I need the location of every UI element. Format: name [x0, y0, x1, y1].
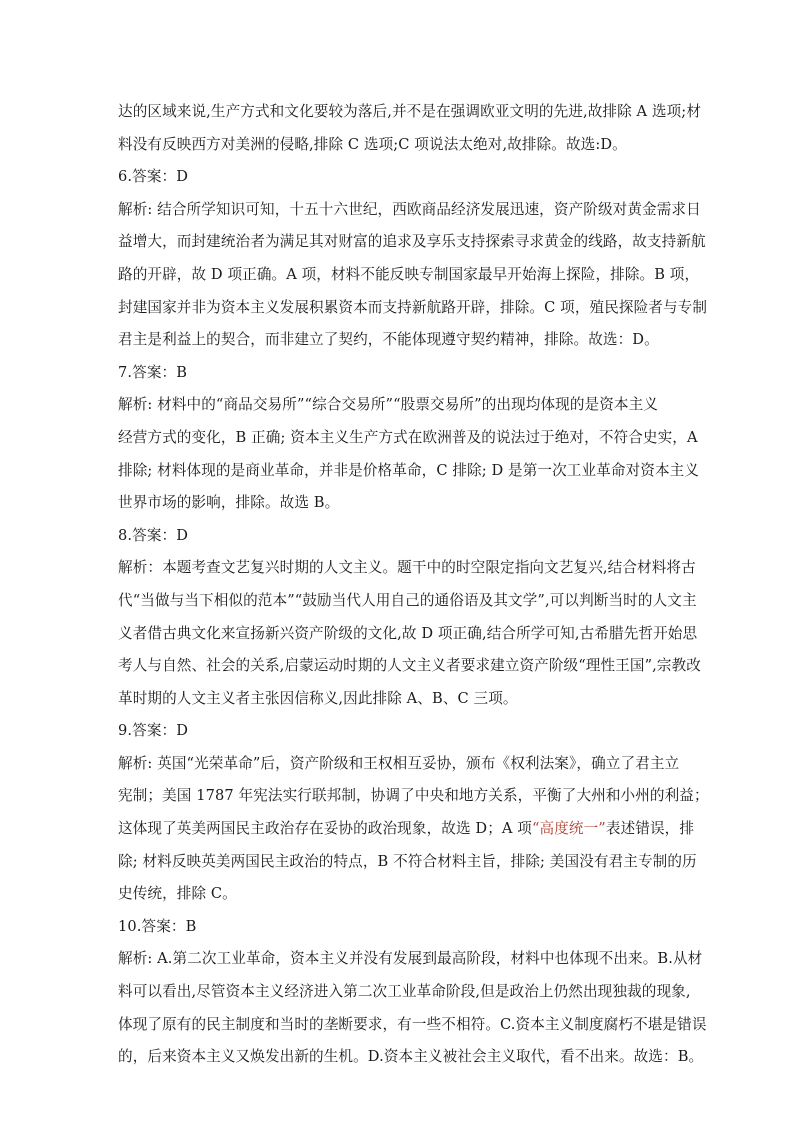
explanation-line: 世界市场的影响，排除。故选 B。	[118, 494, 340, 512]
explanation-line: 革时期的人文主义者主张因信称义,因此排除 A、B、C 三项。	[118, 689, 518, 707]
explanation-line: 体现了原有的民主制度和当时的垄断要求，有一些不相符。C.资本主义制度腐朽不堪是错误	[118, 1015, 707, 1033]
document-body	[118, 96, 709, 1074]
explanation-line: 宪制；美国 1787 年宪法实行联邦制，协调了中央和地方关系，平衡了大州和小州的利益；	[118, 787, 709, 805]
explanation-line: 史传统，排除 C。	[118, 885, 237, 903]
explanation-line: 的，后来资本主义又焕发出新的生机。D.资本主义被社会主义取代，看不出来。故选：B。	[118, 1048, 704, 1066]
explanation-line: 封建国家并非为资本主义发展积累资本而支持新航路开辟，排除。C 项，殖民探险者与专制	[118, 298, 708, 316]
text-segment: 表述错误，排	[605, 820, 695, 838]
explanation-line: 君主是利益上的契合，而非建立了契约，不能体现遵守契约精神，排除。故选：D。	[118, 331, 659, 349]
explanation-line: 解析: 英国“光荣革命”后，资产阶级和王权相互妥协，颁布《权利法案》，确立了君主立	[118, 754, 680, 772]
explanation-line: 经营方式的变化，B 正确; 资本主义生产方式在欧洲普及的说法过于绝对，不符合史实，A	[118, 428, 698, 446]
answer-heading: 9.答案：D	[118, 722, 189, 740]
explanation-line	[118, 813, 695, 846]
explanation-line: 料没有反映西方对美洲的侵略,排除 C 选项;C 项说法太绝对,故排除。故选:D。	[118, 135, 627, 153]
explanation-line: 解析: 结合所学知识可知，十五十六世纪，西欧商品经济发展迅速，资产阶级对黄金需求日	[118, 200, 701, 218]
answer-heading: 10.答案：B	[118, 917, 197, 935]
answer-heading: 6.答案：D	[118, 168, 189, 186]
explanation-line: 除; 材料反映英美两国民主政治的特点，B 不符合材料主旨，排除; 美国没有君主专制的历	[118, 852, 697, 870]
answer-heading: 7.答案：B	[118, 363, 188, 381]
explanation-line: 达的区域来说,生产方式和文化要较为落后,并不是在强调欧亚文明的先进,故排除 A 选项;材	[118, 103, 702, 120]
explanation-line: 排除; 材料体现的是商业革命，并非是价格革命，C 排除; D 是第一次工业革命对资本主义	[118, 461, 700, 479]
explanation-line: 代“当做与当下相似的范本”“鼓励当代人用自己的通俗语及其文学”,可以判断当时的人文主	[118, 591, 697, 609]
explanation-line: 料可以看出,尽管资本主义经济进入第二次工业革命阶段,但是政治上仍然出现独裁的现象,	[118, 983, 691, 1001]
explanation-line: 解析: 材料中的“商品交易所”“综合交易所”“股票交易所”的出现均体现的是资本主义	[118, 396, 659, 414]
explanation-line: 解析：本题考查文艺复兴时期的人文主义。题干中的时空限定指向文艺复兴,结合材料将古	[118, 559, 696, 577]
highlighted-phrase: “高度统一”	[531, 820, 606, 838]
explanation-line: 益增大，而封建统治者为满足其对财富的追求及享乐支持探索寻求黄金的线路，故支持新航	[118, 233, 706, 251]
text-segment: 这体现了英美两国民主政治存在妥协的政治现象，故选 D；A 项	[118, 820, 532, 838]
answer-heading: 8.答案：D	[118, 526, 189, 544]
explanation-line: 路的开辟，故 D 项正确。A 项，材料不能反映专制国家最早开始海上探险，排除。B 项，	[118, 265, 700, 283]
explanation-line: 考人与自然、社会的关系,启蒙运动时期的人文主义者要求建立资产阶级“理性王国”,宗教改	[118, 657, 701, 675]
explanation-line: 解析: A.第二次工业革命，资本主义并没有发展到最高阶段，材料中也体现不出来。B.从材	[118, 950, 703, 968]
explanation-line: 义者借古典文化来宣扬新兴资产阶级的文化,故 D 项正确,结合所学可知,古希腊先哲开始思	[118, 624, 698, 642]
